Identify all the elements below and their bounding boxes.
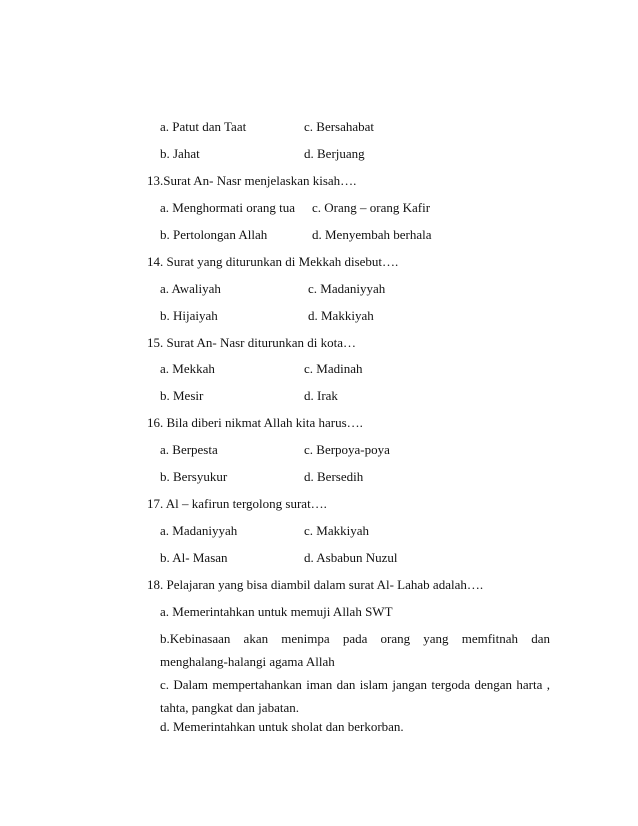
option-b: b. Pertolongan Allah xyxy=(160,227,268,242)
option-b: b. Mesir xyxy=(160,388,204,403)
question-16: 16. Bila diberi nikmat Allah kita harus…. xyxy=(147,415,363,430)
option-c: c. Bersahabat xyxy=(304,119,375,134)
option-a: a. Berpesta xyxy=(160,442,218,457)
option-d: d. Berjuang xyxy=(304,146,365,161)
option-a: a. Madaniyyah xyxy=(160,523,238,538)
option-c: c. Dalam mempertahankan iman dan islam jangan tergoda dengan harta , tahta, pangkat dan jabatan. xyxy=(160,677,550,715)
option-d: d. Makkiyah xyxy=(308,308,374,323)
option-b: b. Hijaiyah xyxy=(160,308,218,323)
option-a: a. Awaliyah xyxy=(160,281,221,296)
option-c: c. Madaniyyah xyxy=(308,281,386,296)
option-d: d. Menyembah berhala xyxy=(312,227,432,242)
option-a: a. Memerintahkan untuk memuji Allah SWT xyxy=(160,604,393,619)
question-14: 14. Surat yang diturunkan di Mekkah disebut…. xyxy=(147,254,399,269)
question-15: 15. Surat An- Nasr diturunkan di kota… xyxy=(147,335,357,350)
option-c: c. Makkiyah xyxy=(304,523,369,538)
option-d: d. Irak xyxy=(304,388,338,403)
option-a: a. Menghormati orang tua xyxy=(160,200,296,215)
option-b: b.Kebinasaan akan menimpa pada orang yang memfitnah dan menghalang-halangi agama Allah xyxy=(160,631,550,669)
option-c: c. Madinah xyxy=(304,361,363,376)
option-d: d. Memerintahkan untuk sholat dan berkorban. xyxy=(160,719,404,734)
question-13: 13.Surat An- Nasr menjelaskan kisah…. xyxy=(147,173,357,188)
option-d: d. Bersedih xyxy=(304,469,364,484)
option-b: b. Jahat xyxy=(160,146,200,161)
question-17: 17. Al – kafirun tergolong surat…. xyxy=(147,496,327,511)
question-18: 18. Pelajaran yang bisa diambil dalam surat Al- Lahab adalah…. xyxy=(147,577,484,592)
option-c: c. Orang – orang Kafir xyxy=(312,200,431,215)
option-c: c. Berpoya-poya xyxy=(304,442,390,457)
option-a: a. Patut dan Taat xyxy=(160,119,247,134)
option-b: b. Bersyukur xyxy=(160,469,228,484)
option-a: a. Mekkah xyxy=(160,361,215,376)
option-b: b. Al- Masan xyxy=(160,550,228,565)
option-d: d. Asbabun Nuzul xyxy=(304,550,398,565)
